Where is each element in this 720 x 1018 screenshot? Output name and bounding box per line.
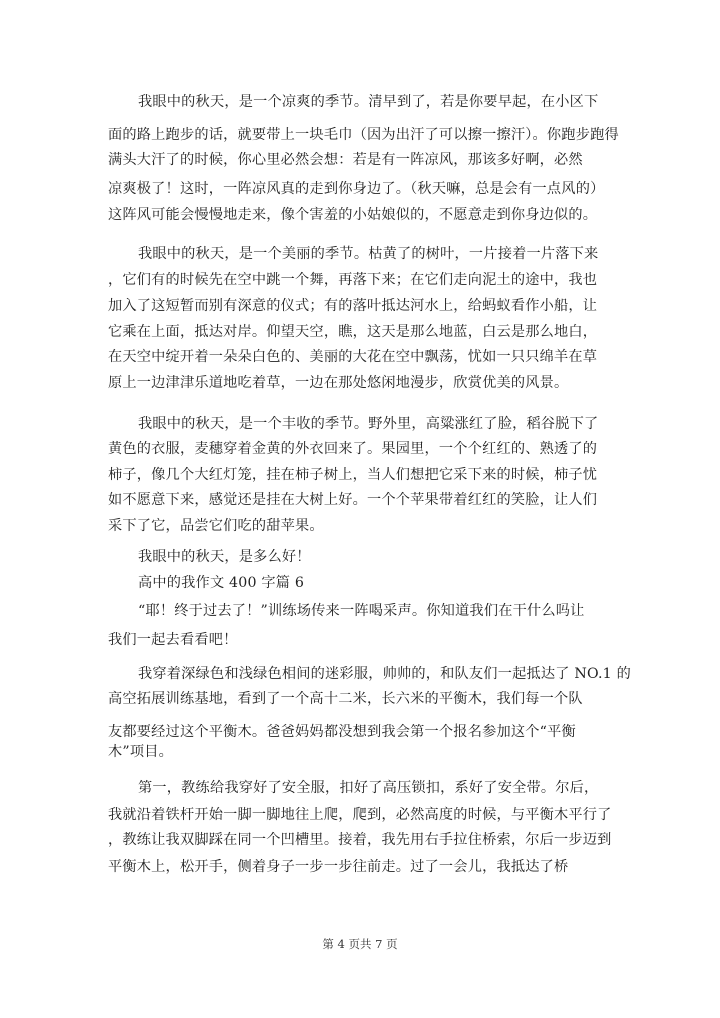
section-heading: 高中的我作文 400 字篇 6 <box>138 575 305 591</box>
text-line: 加入了这短暂而别有深意的仪式；有的落叶抵达河水上，给蚂蚁看作小船，让 <box>108 298 598 314</box>
text-line: 第一，教练给我穿好了安全服，扣好了高压锁扣，系好了安全带。尔后， <box>138 780 599 796</box>
text-line: ，它们有的时候先在空中跳一个舞，再落下来；在它们走向泥土的途中，我也 <box>108 272 598 288</box>
text-line: 柿子，像几个大红灯笼，挂在柿子树上，当人们想把它采下来的时候，柿子忧 <box>108 467 598 483</box>
text-line: 这阵风可能会慢慢地走来，像个害羞的小姑娘似的，不愿意走到你身边似的。 <box>108 207 598 223</box>
text-line: 我们一起去看看吧！ <box>108 632 238 648</box>
text-line: 在天空中绽开着一朵朵白色的、美丽的大花在空中飘荡，忧如一只只绵羊在草 <box>108 349 598 365</box>
text-line: 它乘在上面，抵达对岸。仰望天空，瞧，这天是那么地蓝，白云是那么地白， <box>108 324 598 340</box>
text-line: 我就沿着铁杆开始一脚一脚地往上爬，爬到，必然高度的时候，与平衡木平行了 <box>108 807 612 823</box>
text-line: 采下了它，品尝它们吃的甜苹果。 <box>108 518 324 534</box>
text-line: 如不愿意下来，感觉还是挂在大树上好。一个个苹果带着红红的笑脸，让人们 <box>108 492 598 508</box>
text-line: 凉爽极了！这时，一阵凉风真的走到你身边了。（秋天嘛，总是会有一点风的） <box>108 181 605 197</box>
text-line: 平衡木上，松开手，侧着身子一步一步往前走。过了一会儿，我抵达了桥 <box>108 859 569 875</box>
text-line: 木”项目。 <box>108 744 174 760</box>
text-line: 黄色的衣服，麦穗穿着金黄的外衣回来了。果园里，一个个红红的、熟透了的 <box>108 441 598 457</box>
text-line: ，教练让我双脚踩在同一个凹槽里。接着，我先用右手拉住桥索，尔后一步迈到 <box>108 832 612 848</box>
text-line: “耶！终于过去了！”训练场传来一阵喝采声。你知道我们在干什么吗让 <box>138 603 585 619</box>
text-line: 面的路上跑步的话，就要带上一块毛巾（因为出汗了可以擦一擦汗）。你跑步跑得 <box>108 127 619 143</box>
page-number-footer: 第 4 页共 7 页 <box>322 937 398 951</box>
text-line: 我穿着深绿色和浅绿色相间的迷彩服，帅帅的，和队友们一起抵达了 NO.1 的 <box>138 666 631 682</box>
text-line: 我眼中的秋天，是多么好！ <box>138 549 311 565</box>
text-line: 原上一边津津乐道地吃着草，一边在那处悠闲地漫步，欣赏优美的风景。 <box>108 375 569 391</box>
text-line: 满头大汗了的时候，你心里必然会想：若是有一阵凉风，那该多好啊，必然 <box>108 152 583 168</box>
text-line: 我眼中的秋天，是一个美丽的季节。枯黄了的树叶，一片接着一片落下来 <box>138 246 599 262</box>
text-line: 我眼中的秋天，是一个丰收的季节。野外里，高粱涨红了脸，稻谷脱下了 <box>138 416 599 432</box>
text-line: 高空拓展训练基地，看到了一个高十二米，长六米的平衡木，我们每一个队 <box>108 691 583 707</box>
text-line: 我眼中的秋天，是一个凉爽的季节。清早到了，若是你要早起，在小区下 <box>138 94 599 110</box>
text-line: 友都要经过这个平衡木。爸爸妈妈都没想到我会第一个报名参加这个“平衡 <box>108 724 576 740</box>
